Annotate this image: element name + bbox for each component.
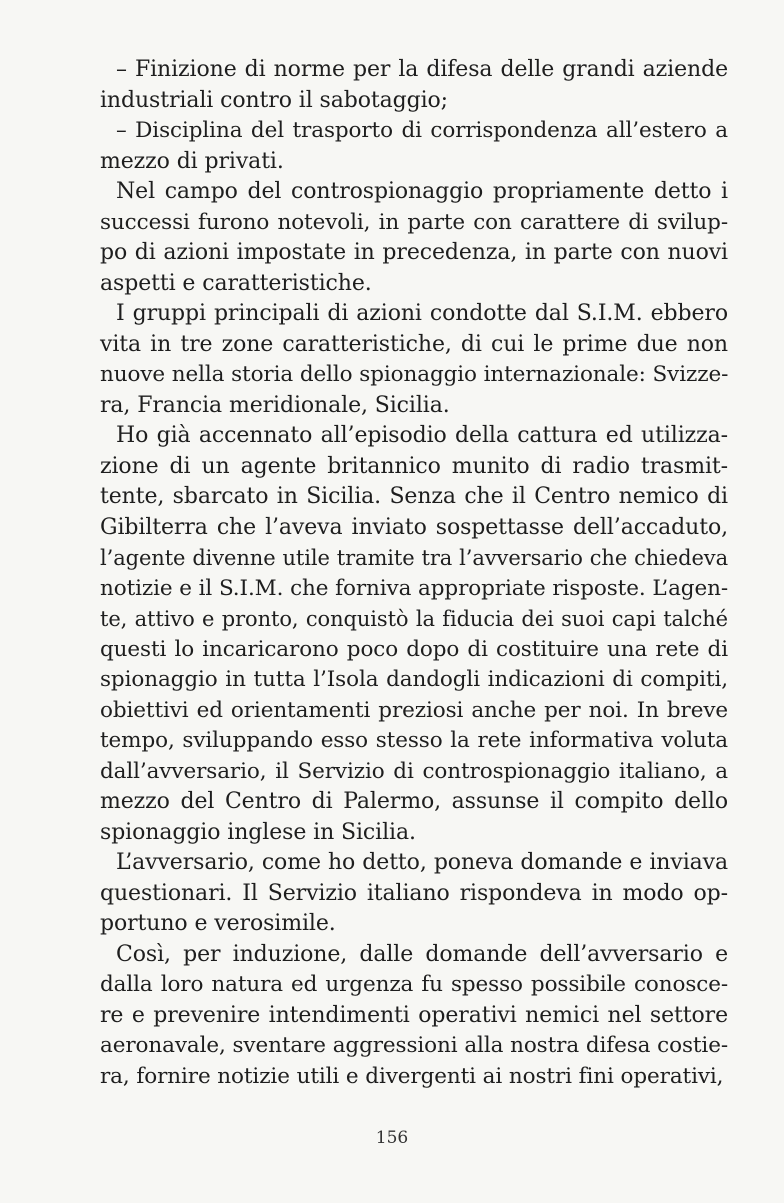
text-line: questionari. Il Servizio italiano rispondeva in modo op- <box>100 880 728 906</box>
text-line: Nel campo del controspionaggio propriamente detto i <box>116 179 728 204</box>
text-line: re e prevenire intendimenti operativi nemici nel settore <box>100 1002 728 1028</box>
text-line: L’avversario, come ho detto, poneva domande e inviava <box>116 850 728 875</box>
paragraph <box>100 848 728 940</box>
paragraph <box>100 940 728 1093</box>
body-text <box>100 55 728 1092</box>
text-line: – Finizione di norme per la difesa delle grandi aziende <box>116 57 728 82</box>
text-line: Gibilterra che l’aveva inviato sospettasse dell’accaduto, <box>100 514 728 540</box>
text-line: spionaggio inglese in Sicilia. <box>100 819 416 845</box>
paragraph <box>100 421 728 848</box>
text-line: zione di un agente britannico munito di radio trasmit- <box>100 453 728 479</box>
text-line: po di azioni impostate in precedenza, in parte con nuovi <box>100 240 728 265</box>
paragraph <box>100 116 728 177</box>
text-line: aeronavale, sventare aggressioni alla nostra difesa costie- <box>100 1033 728 1058</box>
text-line: mezzo del Centro di Palermo, assunse il compito dello <box>100 789 728 814</box>
text-line: successi furono notevoli, in parte con carattere di svilup- <box>100 209 728 235</box>
text-line: ra, Francia meridionale, Sicilia. <box>100 392 450 418</box>
text-line: questi lo incaricarono poco dopo di costituire una rete di <box>100 636 728 662</box>
page-number: 156 <box>375 1128 409 1148</box>
text-line: tempo, sviluppando esso stesso la rete informativa voluta <box>100 728 728 753</box>
text-line: ra, fornire notizie utili e divergenti ai nostri fini operativi, <box>100 1063 724 1089</box>
text-line: Così, per induzione, dalle domande dell’avversario e <box>116 941 728 967</box>
text-line: aspetti e caratteristiche. <box>100 270 372 296</box>
text-line: I gruppi principali di azioni condotte dal S.I.M. ebbero <box>116 301 728 326</box>
text-line: Ho già accennato all’episodio della cattura ed utilizza- <box>116 423 728 448</box>
text-line: l’agente divenne utile tramite tra l’avversario che chiedeva <box>100 546 728 570</box>
text-line: mezzo di privati. <box>100 148 284 174</box>
text-line: obiettivi ed orientamenti preziosi anche per noi. In breve <box>100 697 728 723</box>
text-line: nuove nella storia dello spionaggio internazionale: Svizze- <box>100 362 729 387</box>
paragraph <box>100 299 728 421</box>
text-line: notizie e il S.I.M. che forniva appropriate risposte. L’agen- <box>100 575 728 601</box>
text-line: industriali contro il sabotaggio; <box>100 87 448 113</box>
text-line: tente, sbarcato in Sicilia. Senza che il Centro nemico di <box>100 484 728 509</box>
paragraph <box>100 177 728 299</box>
text-line: dall’avversario, il Servizio di controspionaggio italiano, a <box>100 758 728 784</box>
text-line: portuno e verosimile. <box>100 911 336 936</box>
text-line: – Disciplina del trasporto di corrispondenza all’estero a <box>116 118 728 143</box>
text-line: vita in tre zone caratteristiche, di cui le prime due non <box>100 331 728 357</box>
text-line: spionaggio in tutta l’Isola dandogli indicazioni di compiti, <box>100 667 728 692</box>
paragraph <box>100 55 728 116</box>
text-line: te, attivo e pronto, conquistò la fiducia dei suoi capi talché <box>100 607 728 631</box>
text-line: dalla loro natura ed urgenza fu spesso possibile conosce- <box>100 972 728 997</box>
